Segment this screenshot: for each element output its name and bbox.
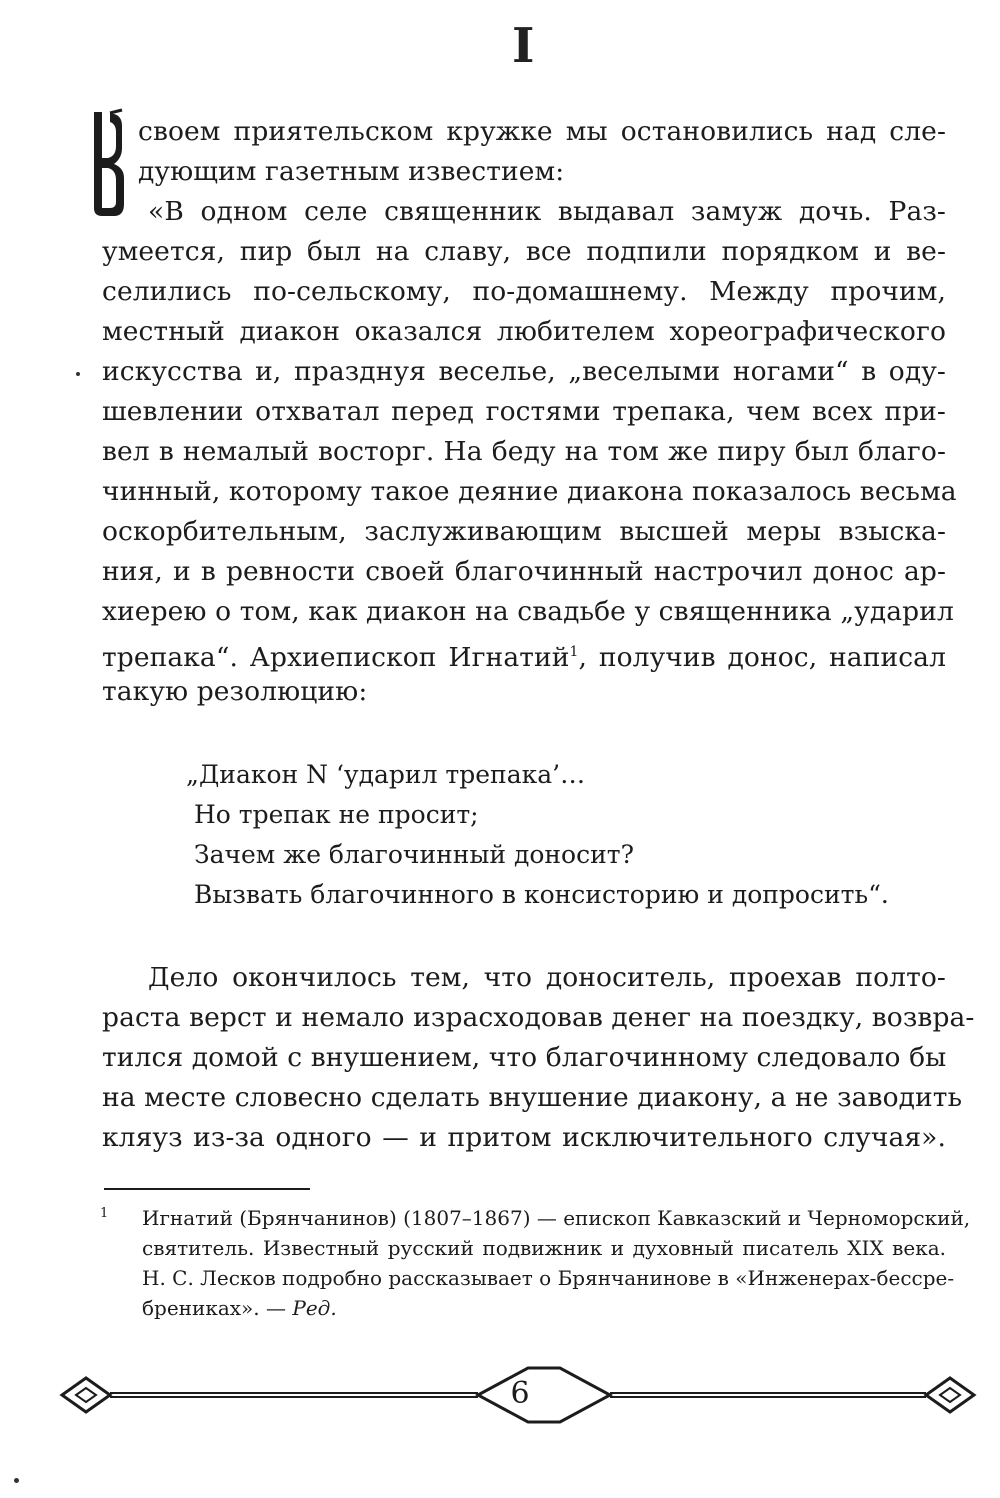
paragraph-2-line-7: вел в немалый восторг. На беду на том же пиру был благо- <box>102 436 946 467</box>
right-diamond-icon <box>926 1378 974 1412</box>
footnote-editor-mark: Ред. <box>292 1296 337 1320</box>
drop-cap-letter <box>88 108 128 220</box>
footnote-divider <box>104 1188 310 1190</box>
paragraph-2-line-4: местный диакон оказался любителем хореографического <box>102 316 946 347</box>
page-number: 6 <box>510 1376 530 1411</box>
footnote-number: 1 <box>100 1206 109 1221</box>
verse-line-2: Но трепак не просит; <box>194 800 479 829</box>
footnote-line-2: святитель. Известный русский подвижник и духовный писатель XIX века. <box>142 1236 946 1260</box>
right-rule <box>610 1393 926 1397</box>
paragraph-2-line-5: искусства и, празднуя веселье, „веселыми ногами“ в оду- <box>102 356 946 387</box>
paragraph-2-line-12-start: трепака“. Архиепископ Игнатий <box>102 642 570 673</box>
paragraph-2-line-3: селились по-сельскому, по-домашнему. Между прочим, <box>102 276 946 307</box>
left-rule <box>110 1393 478 1397</box>
paragraph-2-line-10: ния, и в ревности своей благочинный настрочил донос ар- <box>102 556 946 587</box>
footnote-reference[interactable]: 1 <box>569 644 579 660</box>
footnote-line-1: Игнатий (Брянчанинов) (1807–1867) — епископ Кавказский и Черноморский, <box>142 1206 971 1230</box>
scan-speck <box>14 1478 19 1483</box>
footnote-line-4-text: бреникаx». — <box>142 1296 293 1320</box>
verse-line-1: „Диакон N ‘ударил трепака’… <box>186 760 586 789</box>
scan-speck <box>76 372 80 376</box>
paragraph-2-line-1: «В одном селе священник выдавал замуж дочь. Раз- <box>148 196 946 227</box>
closing-line-1: Дело окончилось тем, что доноситель, проехав полто- <box>148 962 946 993</box>
closing-line-4: на месте словесно сделать внушение диакону, а не заводить <box>102 1082 963 1113</box>
chapter-marker: I <box>512 18 535 74</box>
paragraph-2-line-12-end: , получив донос, написал <box>578 642 946 673</box>
verse-line-4: Вызвать благочинного в консисторию и допросить“. <box>194 880 889 909</box>
paragraph-1-line-1: своем приятельском кружке мы остановились над сле- <box>138 116 946 147</box>
closing-line-5: кляуз из-за одного — и притом исключительного случая». <box>102 1122 946 1153</box>
paragraph-2-line-6: шевлении отхватал перед гостями трепака, чем всех при- <box>102 396 946 427</box>
paragraph-2-line-9: оскорбительным, заслуживающим высшей меры взыска- <box>102 516 946 547</box>
verse-line-3: Зачем же благочинный доносит? <box>194 840 635 869</box>
footnote-line-4 <box>142 1294 337 1322</box>
closing-line-3: тился домой с внушением, что благочинному следовало бы <box>102 1042 947 1073</box>
footnote-line-3: Н. С. Лесков подробно рассказывает о Брянчанинове в «Инженерах-бессре- <box>142 1266 955 1290</box>
paragraph-2-line-11: хиерею о том, как диакон на свадьбе у священника „ударил <box>102 596 954 627</box>
paragraph-2-line-8: чинный, которому такое деяние диакона показалось весьма <box>102 476 957 507</box>
paragraph-2-line-13: такую резолюцию: <box>102 676 368 707</box>
left-diamond-icon <box>62 1378 110 1412</box>
paragraph-2-line-2: умеется, пир был на славу, все подпили порядком и ве- <box>102 236 946 267</box>
page-number-frame <box>478 1368 610 1422</box>
closing-line-2: раста верст и немало израсходовав денег на поездку, возвра- <box>102 1002 975 1033</box>
paragraph-1-line-2: дующим газетным известием: <box>138 156 565 187</box>
paragraph-2-line-12 <box>102 634 946 676</box>
